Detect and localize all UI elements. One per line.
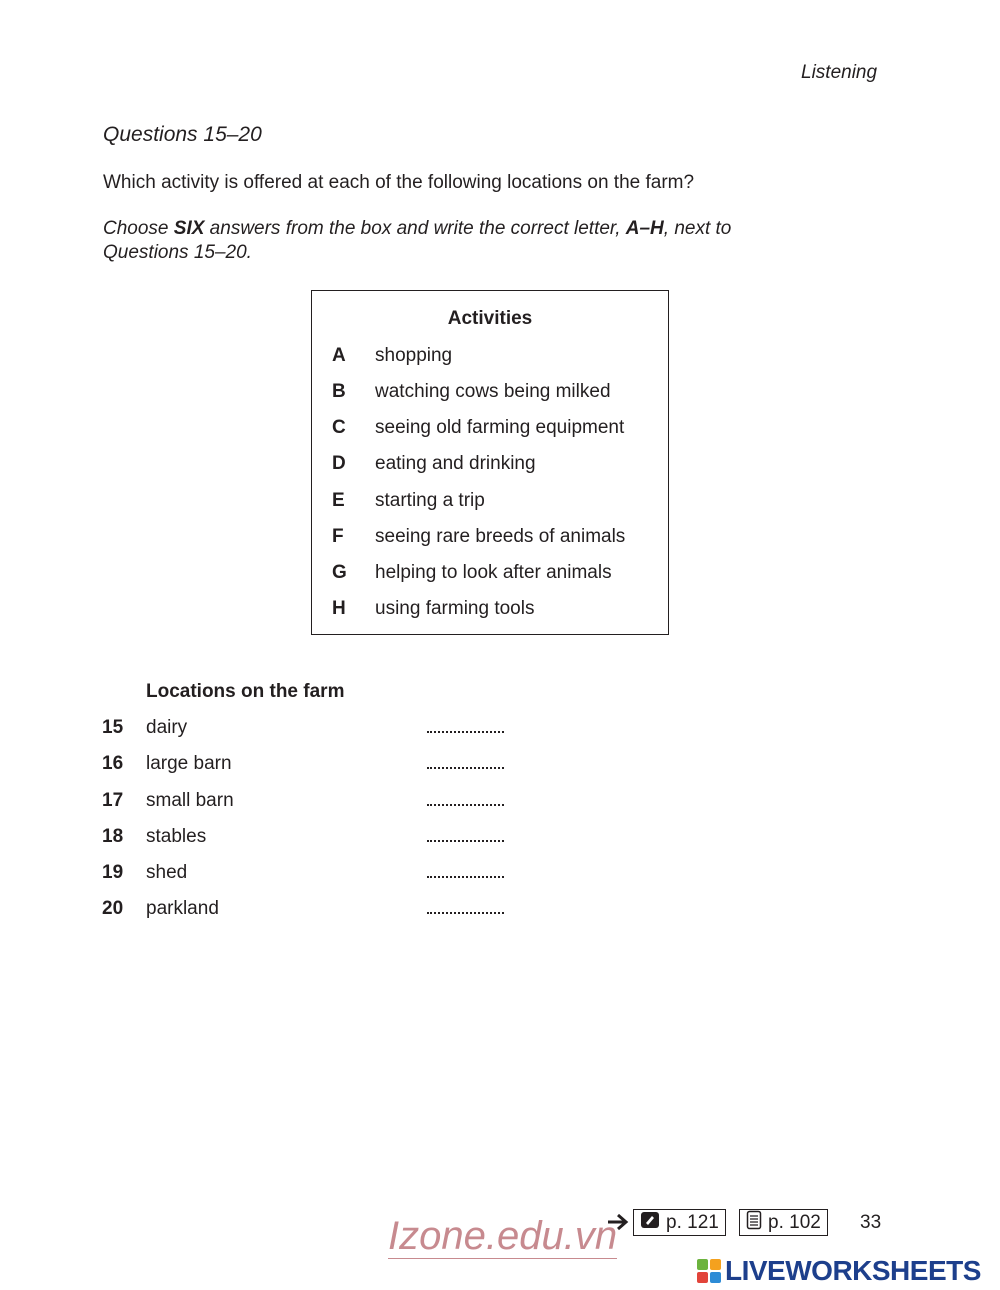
questions-heading: Questions 15–20: [103, 123, 262, 146]
location-name: parkland: [146, 898, 219, 919]
location-row: [0, 790, 1000, 814]
answer-blank[interactable]: [427, 804, 504, 806]
location-name: shed: [146, 862, 188, 883]
location-name: stables: [146, 826, 207, 847]
instruction-emphasis: SIX: [173, 218, 205, 239]
location-name: small barn: [146, 790, 234, 811]
option-letter: F: [332, 526, 344, 547]
reference-answer-key: [739, 1209, 828, 1236]
reference-page: p. 102: [768, 1211, 821, 1233]
reference-audioscript: [633, 1209, 726, 1236]
liveworksheets-logo: [697, 1255, 981, 1287]
page-number: 33: [860, 1212, 882, 1233]
answer-blank[interactable]: [427, 876, 504, 878]
brand-name: LIVEWORKSHEETS: [725, 1255, 981, 1286]
answer-blank[interactable]: [427, 767, 504, 769]
answer-blank[interactable]: [427, 840, 504, 842]
location-name: dairy: [146, 717, 188, 738]
option-text: eating and drinking: [375, 453, 536, 474]
activities-box: [311, 290, 669, 635]
instruction-text: [103, 217, 803, 265]
answer-blank[interactable]: [427, 731, 504, 733]
option-letter: A: [332, 345, 346, 366]
option-letter: C: [332, 417, 346, 438]
option-letter: E: [332, 490, 345, 511]
pencil-icon: [640, 1211, 660, 1235]
option-text: seeing old farming equipment: [375, 417, 625, 438]
question-number: 18: [102, 826, 124, 847]
question-number: 15: [102, 717, 124, 738]
location-row: [0, 862, 1000, 886]
option-letter: G: [332, 562, 347, 583]
location-row: [0, 717, 1000, 741]
option-text: using farming tools: [375, 598, 535, 619]
document-icon: [746, 1210, 762, 1236]
option-text: shopping: [375, 345, 453, 366]
watermark: [388, 1214, 617, 1259]
instruction-part: answers from the box and write the correct letter,: [204, 218, 626, 239]
instruction-part: Questions 15–20.: [103, 242, 252, 263]
option-letter: D: [332, 453, 346, 474]
option-text: watching cows being milked: [375, 381, 611, 402]
option-letter: B: [332, 381, 346, 402]
reference-page: p. 121: [666, 1211, 719, 1233]
section-label: Listening: [801, 62, 878, 83]
question-number: 19: [102, 862, 124, 883]
option-text: starting a trip: [375, 490, 485, 511]
question-number: 20: [102, 898, 124, 919]
option-text: seeing rare breeds of animals: [375, 526, 626, 547]
location-row: [0, 826, 1000, 850]
location-row: [0, 898, 1000, 922]
instruction-emphasis: A–H: [625, 218, 664, 239]
instruction-part: Choose: [103, 218, 174, 239]
activities-title: Activities: [447, 308, 533, 329]
question-prompt: Which activity is offered at each of the following locations on the farm?: [103, 172, 695, 193]
locations-heading: Locations on the farm: [146, 681, 345, 702]
question-number: 16: [102, 753, 124, 774]
instruction-part: , next to: [663, 218, 732, 239]
option-letter: H: [332, 598, 346, 619]
question-number: 17: [102, 790, 124, 811]
location-row: [0, 753, 1000, 777]
watermark-text: Izone.edu.vn: [388, 1214, 618, 1258]
option-text: helping to look after animals: [375, 562, 612, 583]
logo-mark-icon: [697, 1259, 721, 1283]
location-name: large barn: [146, 753, 232, 774]
right-arrow-icon: [606, 1211, 630, 1239]
answer-blank[interactable]: [427, 912, 504, 914]
